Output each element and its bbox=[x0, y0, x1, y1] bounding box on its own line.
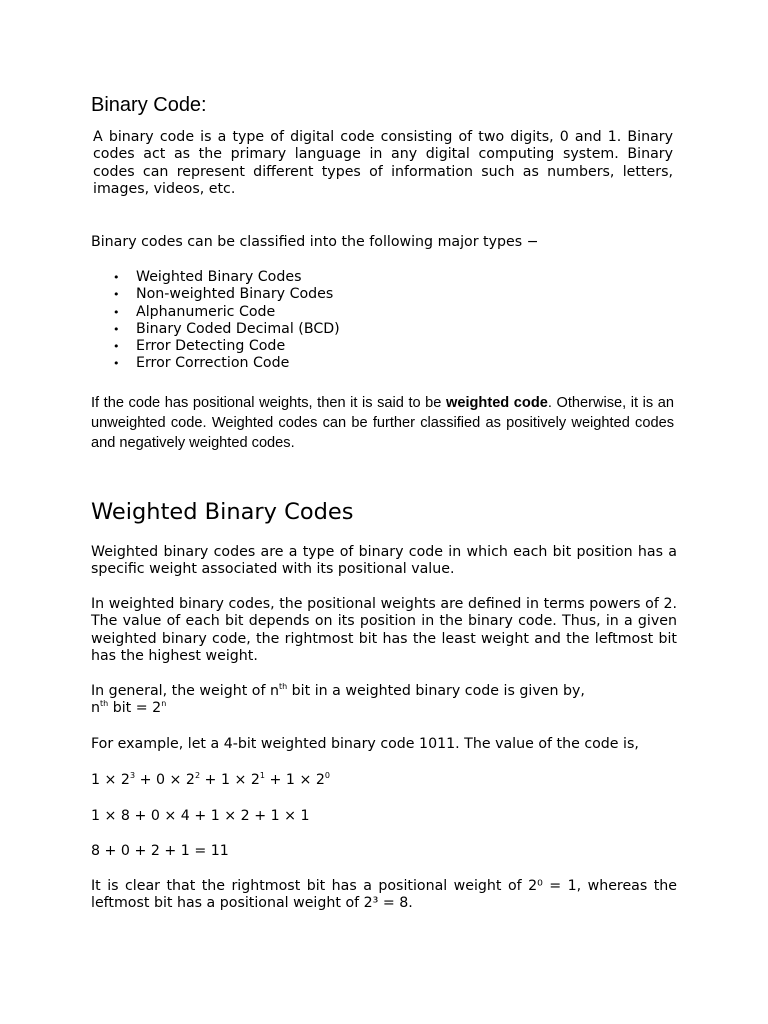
formula-n: n bbox=[91, 700, 100, 717]
exponent: 2 bbox=[194, 771, 201, 780]
general-weight-formula bbox=[91, 683, 677, 718]
sum-result: 8 + 0 + 2 + 1 = 11 bbox=[91, 843, 229, 859]
list-item-label: Error Correction Code bbox=[136, 355, 290, 372]
exponent: 1 bbox=[259, 771, 265, 780]
general-text-end: bit in a weighted binary code is given by, bbox=[287, 683, 585, 699]
binary-code-types-list bbox=[91, 269, 340, 373]
list-item-label: Non-weighted Binary Codes bbox=[136, 286, 334, 303]
list-item-label: Alphanumeric Code bbox=[136, 303, 276, 320]
list-item bbox=[91, 355, 340, 372]
term: + 1 × 2 bbox=[265, 772, 325, 788]
bullet-icon: • bbox=[113, 322, 120, 336]
bullet-icon: • bbox=[113, 357, 120, 371]
bullet-icon: • bbox=[113, 288, 120, 302]
list-item bbox=[91, 269, 340, 286]
positional-weights-paragraph: In weighted binary codes, the positional weights are defined in terms powers of 2. The value of each bit depends on its position in the binary code. Thus, in a given weighted binary code, the rightmost bit has the least weight and the leftmost bit has the highest weight. bbox=[91, 596, 677, 664]
superscript: th bbox=[278, 682, 288, 691]
list-item-label: Error Detecting Code bbox=[136, 338, 286, 355]
list-item bbox=[91, 321, 340, 338]
power-expansion bbox=[91, 772, 677, 789]
note-text-after: . Otherwise, it is an unweighted code. Weighted codes can be further classified as positively weighted codes and negatively weighted codes. bbox=[91, 395, 674, 451]
superscript: th bbox=[100, 699, 109, 709]
exponent: 0 bbox=[324, 771, 330, 780]
conclusion-paragraph: It is clear that the rightmost bit has a positional weight of 2⁰ = 1, whereas the leftmost bit has a positional weight of 2³ = 8. bbox=[91, 878, 677, 912]
multiplication-step: 1 × 8 + 0 × 4 + 1 × 2 + 1 × 1 bbox=[91, 808, 310, 824]
list-item bbox=[91, 338, 340, 355]
classification-intro: Binary codes can be classified into the following major types − bbox=[91, 234, 539, 250]
example-paragraph: For example, let a 4-bit weighted binary code 1011. The value of the code is, bbox=[91, 736, 639, 752]
exponent: n bbox=[161, 699, 167, 709]
list-item-label: Weighted Binary Codes bbox=[136, 269, 302, 285]
weighted-code-term: weighted code bbox=[445, 395, 548, 411]
general-text: In general, the weight of n bbox=[91, 683, 279, 699]
exponent: 3 bbox=[129, 771, 136, 780]
note-text-before: If the code has positional weights, then it is said to be bbox=[91, 395, 446, 411]
bullet-icon: • bbox=[113, 305, 120, 319]
weighted-binary-codes-heading: Weighted Binary Codes bbox=[91, 499, 354, 525]
definition-paragraph: Weighted binary codes are a type of binary code in which each bit position has a specific weight associated with its positional value. bbox=[91, 544, 677, 578]
bullet-icon: • bbox=[113, 340, 120, 354]
term: + 1 × 2 bbox=[200, 772, 260, 788]
intro-paragraph: A binary code is a type of digital code consisting of two digits, 0 and 1. Binary codes act as the primary language in any digital computing system. Binary codes can represent different types of information such as numbers, letters, images, videos, etc. bbox=[93, 129, 673, 197]
list-item bbox=[91, 304, 340, 321]
term: + 0 × 2 bbox=[135, 772, 195, 788]
list-item bbox=[91, 286, 340, 303]
binary-code-heading: Binary Code: bbox=[91, 94, 207, 116]
bullet-icon: • bbox=[113, 271, 120, 284]
weighted-code-note bbox=[91, 393, 674, 453]
term: 1 × 2 bbox=[91, 772, 130, 788]
formula-text: bit = 2 bbox=[108, 700, 162, 717]
list-item-label: Binary Coded Decimal (BCD) bbox=[136, 320, 340, 337]
